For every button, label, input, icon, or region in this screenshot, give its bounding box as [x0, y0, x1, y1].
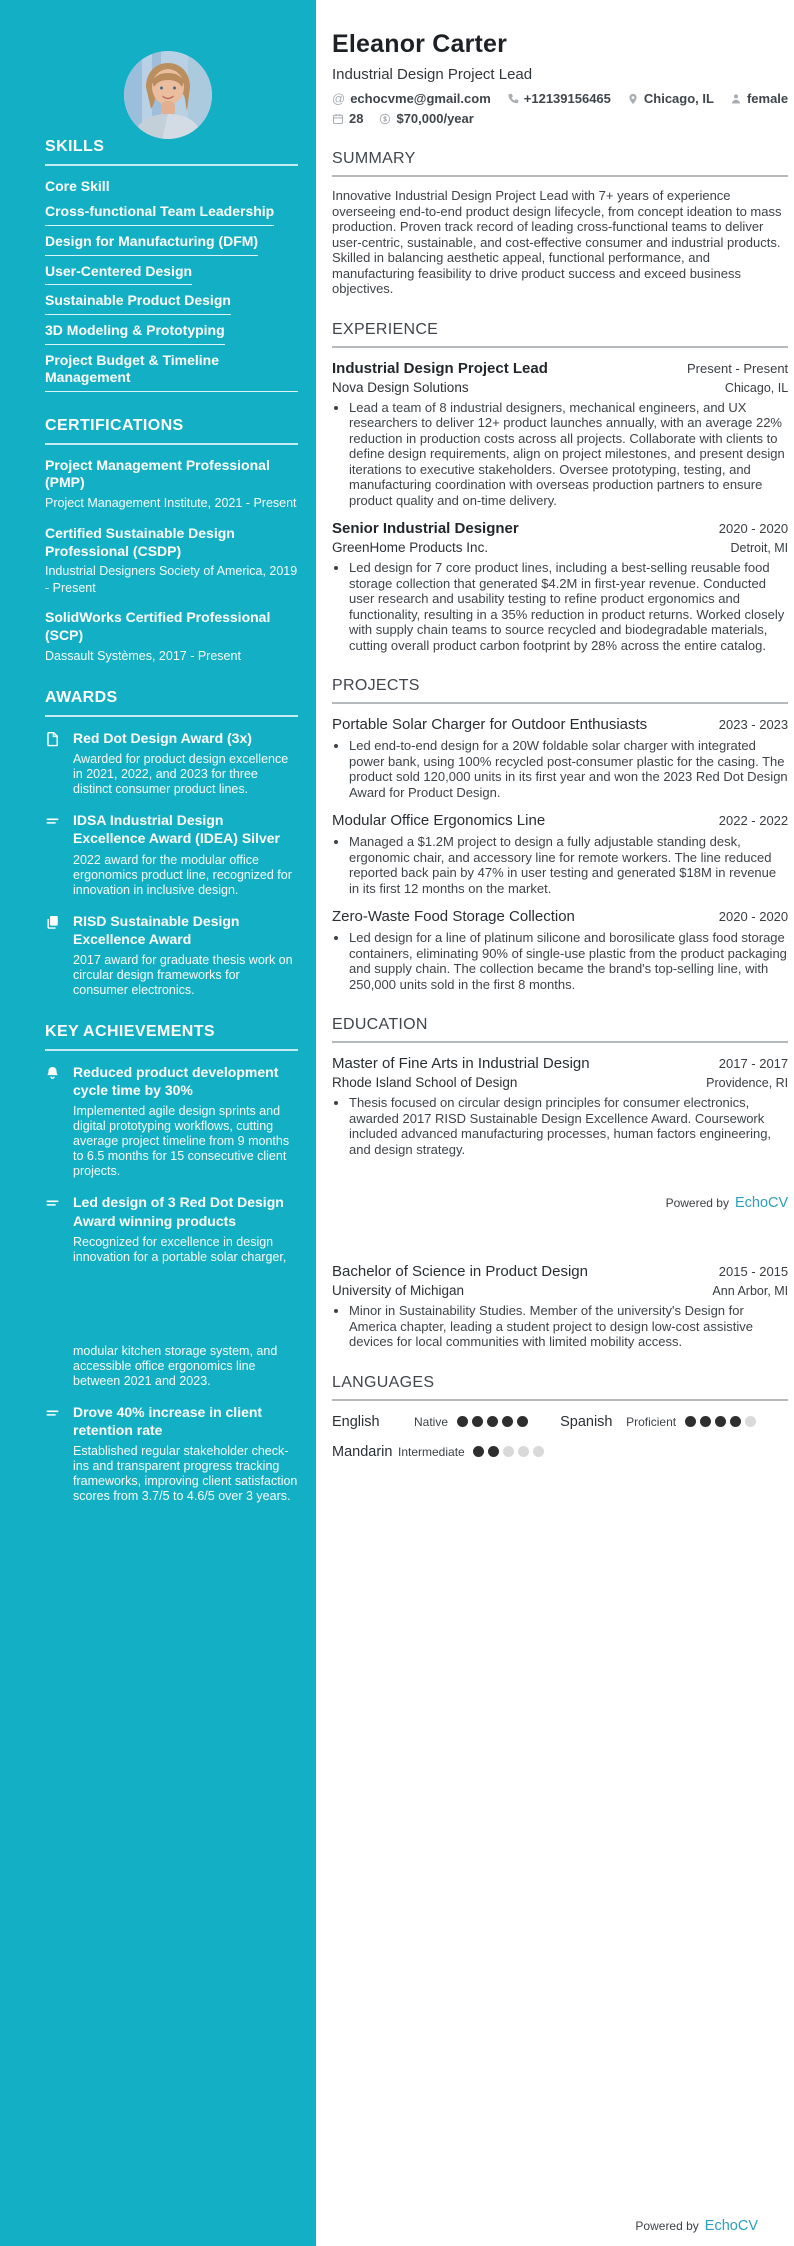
education-location: Providence, RI [706, 1076, 789, 1090]
project-name: Portable Solar Charger for Outdoor Enthusiasts [332, 716, 648, 733]
award-description: 2017 award for graduate thesis work on circular design frameworks for consumer electronics. [73, 952, 293, 997]
projects-section-title: PROJECTS [332, 677, 788, 704]
resume-main [316, 0, 794, 2246]
education-bullet: • Thesis focused on circular design principles for consumer electronics, awarded 2017 RISD Sustainable Design Excellence Award. Coursework included advanced manufacturing processes, human factors engineering, and design strategy. [349, 1095, 788, 1157]
skill-item: Design for Manufacturing (DFM) [45, 233, 258, 256]
award-title: Red Dot Design Award (3x) [73, 730, 252, 747]
project-dates: 2022 - 2022 [718, 813, 789, 828]
experience-role: Senior Industrial Designer [332, 520, 519, 537]
language-item [560, 1414, 788, 1430]
achievement-description-part1: Recognized for excellence in design innovation for a portable solar charger, [73, 1234, 287, 1264]
powered-by-label: Powered by [665, 1196, 729, 1210]
award-title: IDSA Industrial Design Excellence Award (IDEA) Silver [73, 812, 280, 847]
experience-location: Detroit, MI [730, 541, 789, 555]
certification-issuer: Industrial Designers Society of America, 2019 - Present [45, 564, 298, 595]
award-item [45, 811, 298, 897]
contact-location [627, 91, 714, 106]
summary-section [332, 150, 788, 297]
contact-salary [379, 111, 473, 126]
contact-gender-value: female [746, 91, 789, 106]
contact-email [332, 91, 491, 106]
key-achievements-section-title: KEY ACHIEVEMENTS [45, 1023, 298, 1051]
education-location: Ann Arbor, MI [712, 1284, 789, 1298]
profile-photo-illustration [124, 51, 212, 139]
powered-by-badge[interactable] [332, 1195, 788, 1211]
award-item [45, 912, 298, 998]
project-name: Zero-Waste Food Storage Collection [332, 908, 575, 925]
language-item [332, 1444, 560, 1460]
page-break-gap [73, 1265, 298, 1339]
experience-entry [332, 360, 788, 509]
contact-salary-value: $70,000/year [396, 111, 474, 126]
achievement-title: Drove 40% increase in client retention rate [73, 1403, 263, 1438]
project-bullet: • Managed a $1.2M project to design a fully adjustable standing desk, ergonomic chair, and accessory line for remote workers. The line reduced reported back pain by 47% in user testing and generated $18M in revenue in its first 12 months on the market. [349, 834, 788, 896]
languages-section [332, 1374, 788, 1460]
languages-section-title: LANGUAGES [332, 1374, 788, 1401]
education-entry [332, 1055, 788, 1157]
copy-icon [45, 912, 62, 998]
experience-role: Industrial Design Project Lead [332, 359, 548, 377]
project-bullet: • Led end-to-end design for a 20W foldable solar charger with integrated power bank, using 100% recycled post-consumer plastic for the casing. The product sold 120,000 units in its first year and won the 2023 Red Dot Design Award for Product Design. [349, 738, 788, 800]
experience-company: GreenHome Products Inc. [332, 540, 489, 555]
phone-icon [507, 93, 519, 105]
project-dates: 2020 - 2020 [718, 909, 789, 924]
project-entry [332, 908, 788, 992]
certifications-section-title: CERTIFICATIONS [45, 417, 298, 445]
language-dots [685, 1416, 756, 1427]
certification-item [45, 525, 298, 596]
language-name: Spanish [560, 1413, 613, 1430]
achievement-item [45, 1403, 298, 1504]
education-section-title: EDUCATION [332, 1016, 788, 1043]
experience-bullet: • Lead a team of 8 industrial designers, mechanical engineers, and UX researchers to deliver 12+ product launches annually, with an average 22% reduction in production costs across all projects. Collaborate with clients to define design requirements, align on project milestones, and present design iterations to executive stakeholders. Oversee prototyping, testing, and manufacturing coordination with overseas production partners to ensure product quality and on-time delivery. [349, 400, 788, 509]
key-achievements-section [45, 1023, 298, 1504]
skills-section-title: SKILLS [45, 138, 298, 166]
certification-issuer: Dassault Systèmes, 2017 - Present [45, 648, 241, 663]
certification-name: Project Management Professional (PMP) [45, 456, 270, 491]
candidate-job-title: Industrial Design Project Lead [332, 66, 533, 83]
location-pin-icon [627, 93, 639, 105]
certifications-section [45, 417, 298, 664]
achievement-description: Implemented agile design sprints and digital prototyping workflows, cutting average project timeline from 9 months to 6.5 months for 15 consecutive client projects. [73, 1104, 290, 1179]
summary-section-title: SUMMARY [332, 150, 788, 177]
contact-email-value: echocvme@gmail.com [350, 91, 491, 106]
education-dates: 2017 - 2017 [718, 1056, 789, 1071]
lines-icon [45, 1403, 62, 1504]
brand-logo-text: EchoCV [704, 2218, 758, 2234]
experience-company: Nova Design Solutions [332, 379, 469, 395]
achievement-description: Established regular stakeholder check-ins and transparent progress tracking frameworks, improving client satisfaction scores from 3.7/5 to 4.6/5 over 3 years. [73, 1444, 298, 1504]
achievement-description-part2: modular kitchen storage system, and accessible office ergonomics line between 2021 and 2023. [73, 1343, 278, 1388]
awards-section-title: AWARDS [45, 689, 298, 717]
file-icon [45, 729, 62, 797]
education-degree: Master of Fine Arts in Industrial Design [332, 1055, 590, 1072]
lines-icon [45, 1193, 62, 1388]
experience-dates: 2020 - 2020 [718, 521, 789, 536]
skill-item: Sustainable Product Design [45, 292, 231, 315]
language-dots [457, 1416, 528, 1427]
profile-photo [124, 51, 212, 139]
project-name: Modular Office Ergonomics Line [332, 812, 546, 829]
brand-logo-text: EchoCV [734, 1195, 789, 1211]
experience-location: Chicago, IL [724, 380, 789, 395]
contact-location-value: Chicago, IL [643, 91, 714, 106]
page-break-gap [332, 1211, 788, 1251]
at-icon: @ [332, 91, 346, 106]
coin-icon [379, 113, 391, 125]
skills-section [45, 138, 298, 392]
contact-phone-value: +12139156465 [523, 91, 611, 106]
contact-age-value: 28 [349, 111, 364, 126]
achievement-title: Reduced product development cycle time by 30% [73, 1063, 279, 1099]
award-description: 2022 award for the modular office ergonomics product line, recognized for innovation in inclusive design. [73, 852, 292, 897]
project-entry [332, 716, 788, 800]
education-section [332, 1016, 788, 1350]
achievement-item [45, 1193, 298, 1388]
lines-icon [45, 811, 62, 897]
language-level: Intermediate [398, 1444, 465, 1459]
language-level: Native [413, 1414, 448, 1429]
education-school: University of Michigan [332, 1283, 465, 1298]
award-title: RISD Sustainable Design Excellence Award [73, 912, 240, 947]
sidebar [0, 0, 316, 2246]
award-item [45, 729, 298, 797]
education-degree: Bachelor of Science in Product Design [332, 1263, 588, 1280]
footer-powered-by-badge[interactable] [635, 2218, 758, 2234]
experience-bullet: • Led design for 7 core product lines, including a best-selling reusable food storage collection that generated $4.2M in first-year revenue. Conducted user research and usability testing to refine product ergonomics and functionality, resulting in a 35% reduction in product returns. Worked closely with supply chain teams to source recycled and biodegradable materials, cutting overall product carbon footprint by 28% across the entire catalog. [349, 560, 788, 653]
education-school: Rhode Island School of Design [332, 1075, 518, 1090]
project-dates: 2023 - 2023 [718, 717, 789, 732]
candidate-name: Eleanor Carter [332, 30, 508, 58]
certification-item [45, 609, 298, 664]
language-item [332, 1414, 560, 1430]
contact-phone [507, 91, 611, 106]
certification-item [45, 457, 298, 512]
award-description: Awarded for product design excellence in 2021, 2022, and 2023 for three distinct consumer product lines. [73, 752, 289, 797]
skill-item: Project Budget & Timeline Management [45, 352, 298, 392]
project-bullet: • Led design for a line of platinum silicone and borosilicate glass food storage containers, eliminating 90% of single-use plastic from the product packaging and supply chain. The collection became the brand's top-selling line, with 250,000 units sold in the first 8 months. [349, 930, 788, 992]
contact-gender [730, 91, 788, 106]
achievement-title: Led design of 3 Red Dot Design Award winning products [73, 1194, 284, 1229]
language-dots [473, 1446, 544, 1457]
projects-section [332, 677, 788, 992]
experience-entry [332, 520, 788, 653]
certification-issuer: Project Management Institute, 2021 - Present [45, 496, 297, 511]
achievement-item [45, 1063, 298, 1179]
bell-icon [45, 1063, 62, 1179]
language-level: Proficient [626, 1414, 677, 1429]
calendar-icon [332, 113, 344, 125]
skill-item: 3D Modeling & Prototyping [45, 322, 225, 345]
certification-name: SolidWorks Certified Professional (SCP) [45, 608, 271, 643]
project-entry [332, 812, 788, 896]
contact-row-1 [332, 91, 788, 106]
powered-by-label: Powered by [635, 2219, 699, 2233]
language-name: English [332, 1413, 380, 1430]
summary-text: Innovative Industrial Design Project Lead with 7+ years of experience overseeing end-to-end product design lifecycle, from concept ideation to mass production. Proven track record of leading cross-functional teams to deliver user-centric, sustainable, and cost-effective consumer and industrial products. Skilled in balancing aesthetic appeal, functional performance, and manufacturing feasibility to drive product success and exceed business objectives. [332, 188, 782, 296]
skill-item: Cross-functional Team Leadership [45, 203, 274, 226]
skill-item: User-Centered Design [45, 263, 192, 286]
experience-dates: Present - Present [687, 360, 789, 376]
education-entry [332, 1263, 788, 1350]
language-name: Mandarin [332, 1443, 393, 1460]
experience-section [332, 321, 788, 654]
certification-name: Certified Sustainable Design Professional (CSDP) [45, 524, 235, 559]
awards-section [45, 689, 298, 998]
education-bullet: • Minor in Sustainability Studies. Member of the university's Design for America chapter, leading a student project to design low-cost assistive devices for local communities with limited mobility access. [349, 1303, 788, 1350]
contact-row-2 [332, 111, 788, 126]
experience-section-title: EXPERIENCE [332, 321, 788, 348]
skills-group-label: Core Skill [45, 178, 110, 194]
person-icon [730, 93, 742, 105]
education-dates: 2015 - 2015 [718, 1264, 789, 1279]
contact-age [332, 111, 363, 126]
